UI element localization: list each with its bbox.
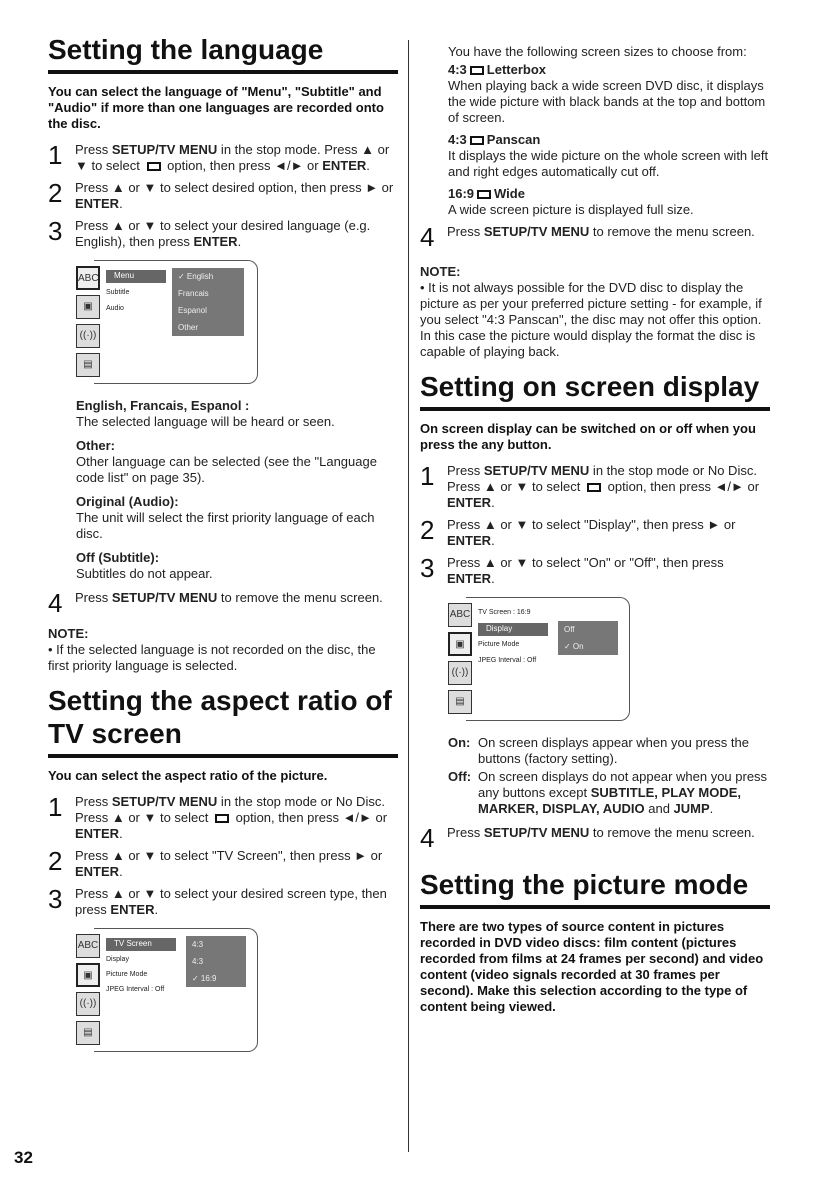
language-globe-icon: ABC [76, 266, 100, 290]
menu-item-audio: Audio [106, 305, 124, 312]
menu-item-menu: Menu [106, 270, 166, 283]
language-intro: You can select the language of "Menu", "Subtitle" and "Audio" if more than one languages are recorded onto the disc. [48, 84, 384, 131]
osd-step-3: 3 Press ▲ or ▼ to select "On" or "Off", then press ENTER. [420, 553, 724, 586]
option-english: ✓ English [172, 268, 244, 285]
aspect-intro: You can select the aspect ratio of the picture. [48, 768, 328, 783]
parental-icon: ▤ [448, 690, 472, 714]
aspect-menu-illustration [76, 928, 258, 1056]
sizes-intro: You have the following screen sizes to choose from: [448, 44, 747, 59]
aspect-step-2: 2 Press ▲ or ▼ to select "TV Screen", then press ► or ENTER. [48, 846, 383, 879]
option-4-3-letterbox: 4:3 [186, 936, 246, 953]
language-step-1: 1 Press SETUP/TV MENU in the stop mode. Press ▲ or ▼ to select option, then press ◄/► or ENTER. [48, 140, 390, 173]
sizes-step-4: 4 Press SETUP/TV MENU to remove the menu screen. [420, 222, 755, 252]
language-note: NOTE: • If the selected language is not recorded on the disc, the first priority language is selected. [48, 626, 376, 673]
desc-other: Other: Other language can be selected (see the "Language code list" on page 35). [76, 438, 377, 485]
wide-icon [477, 190, 491, 199]
ratio-panscan: 4:3 Panscan It displays the wide picture on the whole screen with left and right edges automatically cut off. [448, 132, 769, 179]
language-step-4: 4 Press SETUP/TV MENU to remove the menu screen. [48, 588, 383, 618]
picture-icon: ▣ [76, 295, 100, 319]
option-on: ✓ On [558, 638, 618, 655]
desc-off: Off (Subtitle): Subtitles do not appear. [76, 550, 213, 581]
language-globe-icon: ABC [76, 934, 100, 958]
section-title-language: Setting the language [48, 34, 398, 74]
ratio-letterbox: 4:3 Letterbox When playing back a wide screen DVD disc, it displays the wide picture with black bands at the top and bottom of screen. [448, 62, 766, 125]
section-title-aspect: Setting the aspect ratio of TV screen [48, 684, 398, 758]
language-step-3: 3 Press ▲ or ▼ to select your desired language (e.g. English), then press ENTER. [48, 216, 371, 249]
parental-icon: ▤ [76, 1021, 100, 1045]
menu-item-subtitle: Subtitle [106, 289, 130, 296]
column-divider [408, 40, 409, 1152]
page-number: 32 [14, 1148, 33, 1167]
parental-icon: ▤ [76, 353, 100, 377]
menu-item-jpeg: JPEG Interval : Off [478, 657, 537, 664]
osd-step-4: 4 Press SETUP/TV MENU to remove the menu screen. [420, 823, 755, 853]
section-title-picture-mode: Setting the picture mode [420, 869, 770, 909]
aspect-step-1: 1 Press SETUP/TV MENU in the stop mode or No Disc. Press ▲ or ▼ to select option, then press ◄/► or ENTER. [48, 792, 388, 841]
osd-menu-illustration [448, 597, 630, 725]
osd-intro: On screen display can be switched on or off when you press the any button. [420, 421, 756, 452]
menu-item-jpeg: JPEG Interval : Off [106, 986, 165, 993]
desc-english: English, Francais, Espanol : The selected language will be heard or seen. [76, 398, 335, 429]
language-menu-illustration [76, 260, 258, 388]
language-globe-icon: ABC [448, 603, 472, 627]
language-step-2: 2 Press ▲ or ▼ to select desired option, then press ► or ENTER. [48, 178, 394, 211]
option-other: Other [172, 319, 244, 336]
left-column [48, 34, 398, 1066]
menu-item-tv-screen: TV Screen : 16:9 [478, 609, 531, 616]
panscan-icon [470, 136, 484, 145]
sizes-note: NOTE: • It is not always possible for the DVD disc to display the picture as per your preferred picture setting - for example, if you select "4:3 Panscan", the disc may not offer this option. In this case the picture would display the format the disc is capable of playing back. [420, 264, 762, 359]
menu-item-picture-mode: Picture Mode [478, 641, 520, 648]
option-4-3-panscan: 4:3 [186, 953, 246, 970]
osd-on-off-desc: On: On screen displays appear when you press the buttons (factory setting). Off: On screen displays do not appear when you press any buttons except SUBTITLE, PLAY MODE, MARKER, DISPLAY, AUDIO and JUMP. [448, 735, 768, 816]
menu-item-display: Display [478, 623, 548, 636]
ratio-wide: 16:9 Wide A wide screen picture is displayed full size. [448, 186, 694, 217]
audio-icon: ((·)) [448, 661, 472, 685]
picture-setup-icon [587, 483, 601, 492]
letterbox-icon [470, 66, 484, 75]
section-title-osd: Setting on screen display [420, 370, 770, 411]
menu-item-picture-mode: Picture Mode [106, 971, 148, 978]
menu-item-display: Display [106, 956, 129, 963]
picture-setup-icon [215, 814, 229, 823]
option-16-9: ✓ 16:9 [186, 970, 246, 987]
picture-icon: ▣ [448, 632, 472, 656]
option-francais: Francais [172, 285, 244, 302]
option-espanol: Espanol [172, 302, 244, 319]
option-off: Off [558, 621, 618, 638]
picture-icon: ▣ [76, 963, 100, 987]
osd-step-2: 2 Press ▲ or ▼ to select "Display", then press ► or ENTER. [420, 515, 736, 548]
desc-original: Original (Audio): The unit will select the first priority language of each disc. [76, 494, 375, 541]
language-setup-icon [147, 162, 161, 171]
menu-item-tv-screen: TV Screen [106, 938, 176, 951]
right-column [420, 44, 770, 1025]
osd-step-1: 1 Press SETUP/TV MENU in the stop mode or No Disc. Press ▲ or ▼ to select option, then press ◄/► or ENTER. [420, 461, 760, 510]
aspect-step-3: 3 Press ▲ or ▼ to select your desired screen type, then press ENTER. [48, 884, 387, 917]
audio-icon: ((·)) [76, 324, 100, 348]
picture-mode-intro: There are two types of source content in pictures recorded in DVD video discs: film content (pictures recorded from films at 24 frames per second) and video content (video signals recorded at 30 frames per second). Make this selection according to the type of content being viewed. [420, 919, 764, 1014]
audio-icon: ((·)) [76, 992, 100, 1016]
